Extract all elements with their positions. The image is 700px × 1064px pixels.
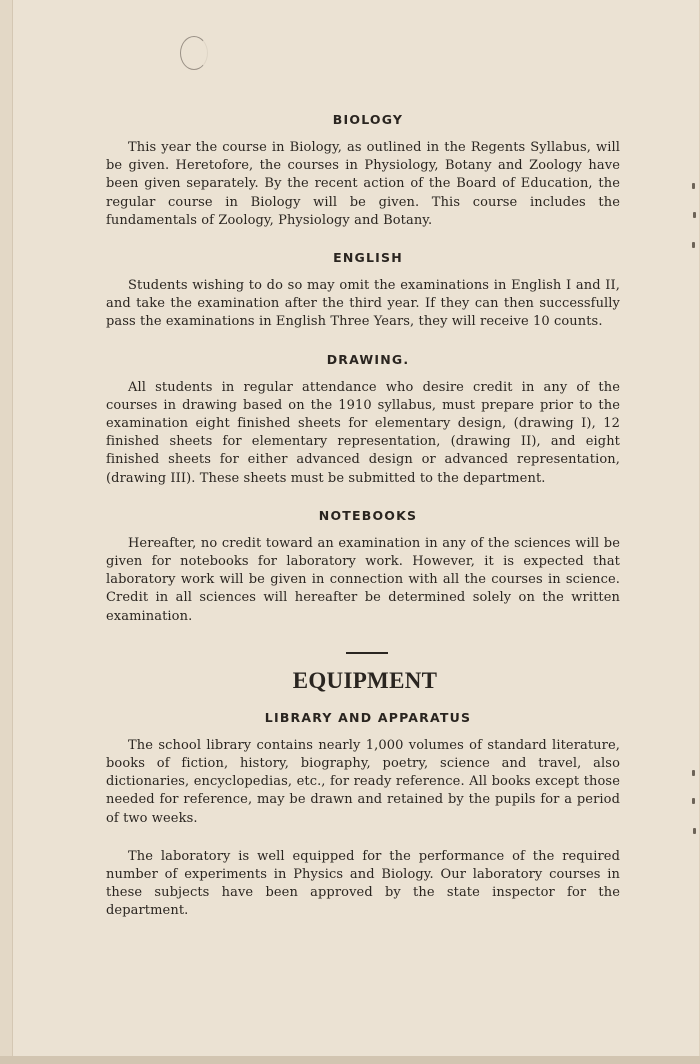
edge-mark [692,798,695,804]
page-content [106,112,620,941]
equipment-title: EQUIPMENT [292,667,438,693]
edge-mark [692,242,695,248]
section-heading: BIOLOGY [332,112,404,127]
paragraph: The school library contains nearly 1,000 volumes of standard literature, books of fiction, history, biography, poetry, science and travel, also dictionaries, encyclopedias, etc., for ready reference. All books except those needed for reference, may be drawn and retained by the pupils for a period of two weeks. [106,737,620,826]
edge-mark [692,770,695,776]
section-english [106,250,620,332]
paragraph: Students wishing to do so may omit the examinations in English I and II, and take the examination after the third year. If they can then successfully pass the examinations in English Three Years, they will receive 10 counts. [106,278,620,330]
punch-hole [180,36,208,70]
edge-mark [692,183,695,189]
edge-mark [693,828,696,834]
section-notebooks [106,508,620,626]
paragraph: The laboratory is well equipped for the performance of the required number of experiments in Physics and Biology. Our laboratory courses in these subjects have been approved by the state inspector for the department. [106,848,620,919]
section-biology [106,112,620,230]
paragraph: This year the course in Biology, as outlined in the Regents Syllabus, will be given. Heretofore, the courses in Physiology, Botany and Zoology have been given separately. By the recent action of the Board of Education, the regular course in Biology will be given. This course includes the fundamentals of Zoology, Physiology and Botany. [106,140,620,228]
section-heading: LIBRARY AND APPARATUS [264,709,472,725]
paragraph: All students in regular attendance who desire credit in any of the courses in drawing based on the 1910 syllabus, must prepare prior to the examination eight finished sheets for elementary design, (drawing I), 12 finished sheets for elementary representation, (drawing II), and eight finished sheets for either advanced design or advanced representation, (drawing III). These sheets must be submitted to the department. [106,379,620,486]
section-drawing [106,352,620,488]
section-heading: DRAWING. [326,351,410,367]
edge-mark [693,212,696,218]
paragraph: Hereafter, no credit toward an examination in any of the sciences will be given for notebooks for laboratory work. However, it is expected that laboratory work will be given in connection with all the courses in science. Credit in all sciences will hereafter be determined solely on the written examination. [106,535,620,624]
divider-rule [346,652,388,654]
section-equipment [106,668,620,921]
page-bottom-edge [0,1056,700,1064]
section-heading: NOTEBOOKS [318,507,418,523]
section-heading: ENGLISH [333,250,403,266]
